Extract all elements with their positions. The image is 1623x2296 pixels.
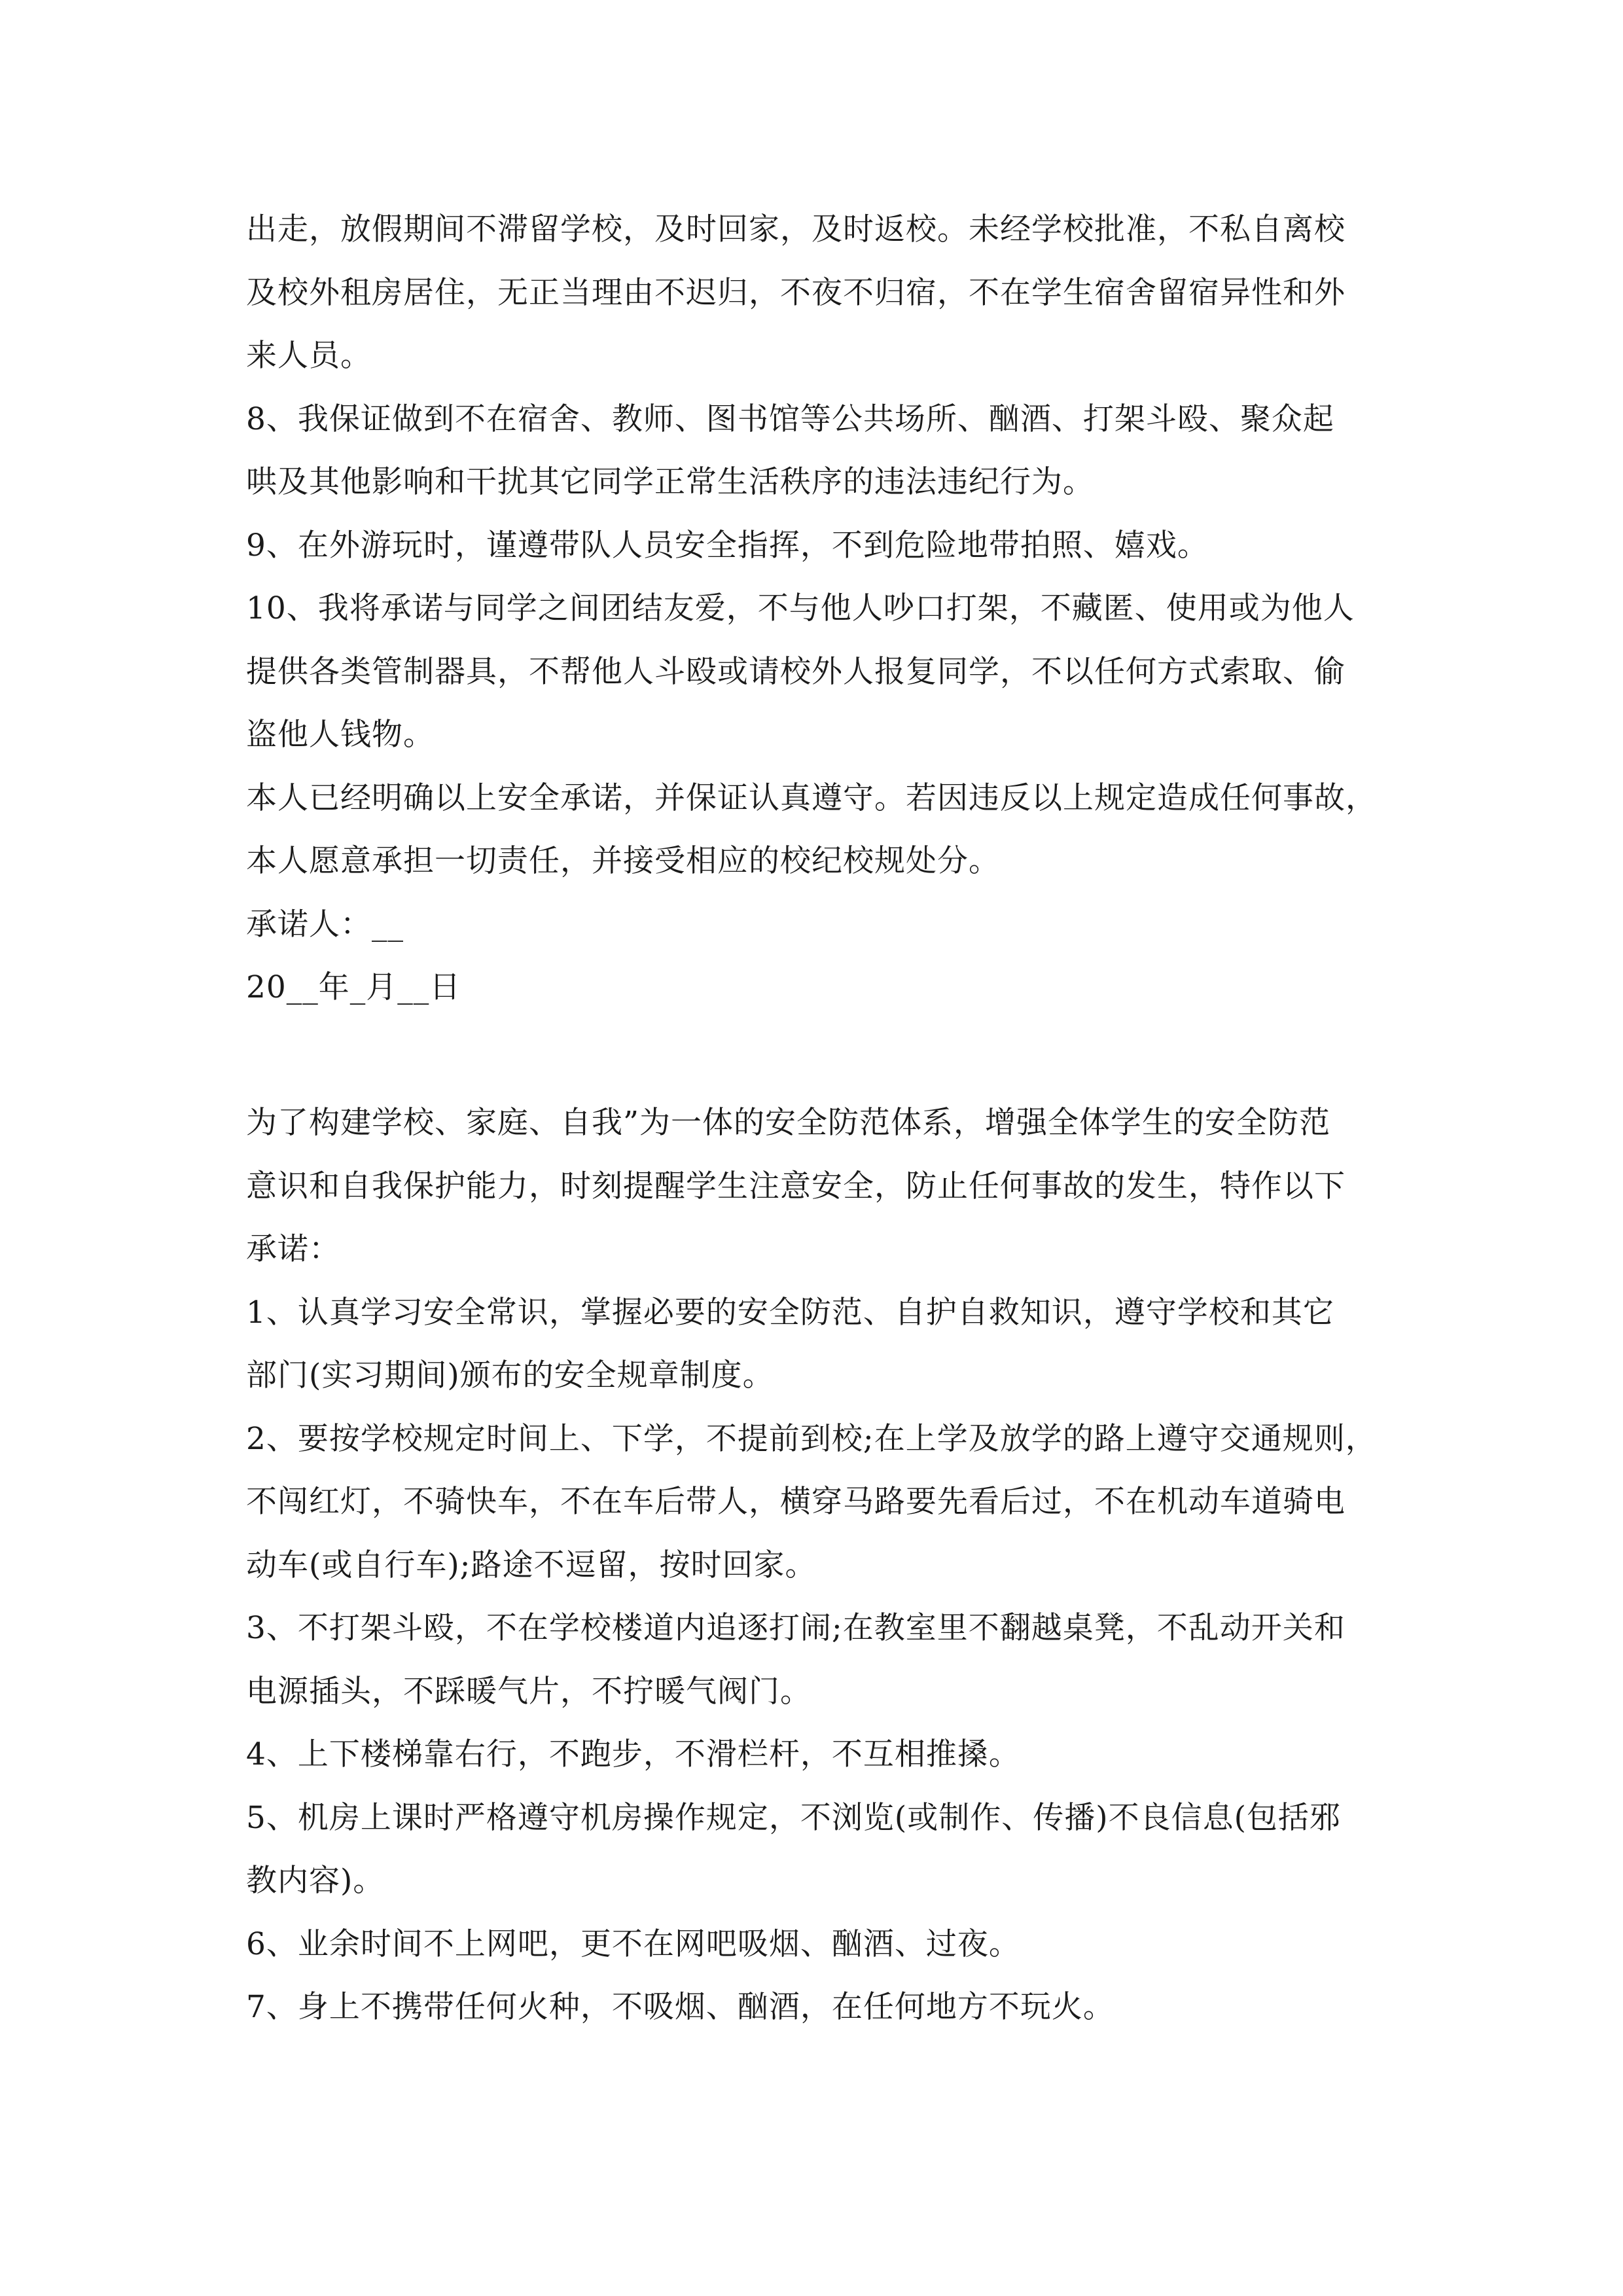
pledge-item-7: 7、身上不携带任何火种，不吸烟、酗酒，在任何地方不玩火。 — [246, 1989, 1115, 2025]
safety-pledge-block — [246, 1092, 1378, 2039]
pledge-item-5: 5、机房上课时严格遵守机房操作规定，不浏览(或制作、传播)不良信息(包括邪 — [246, 1799, 1341, 1836]
text-line: 来人员。 — [246, 338, 372, 374]
text-line: 意识和自我保护能力，时刻提醒学生注意安全，防止任何事故的发生，特作以下 — [246, 1168, 1346, 1204]
text-line: 不闯红灯，不骑快车，不在车后带人，横穿马路要先看后过，不在机动车道骑电 — [246, 1484, 1346, 1520]
pledge-item-10: 10、我将承诺与同学之间团结友爱，不与他人吵口打架，不藏匿、使用或为他人 — [246, 590, 1355, 626]
text-line: 承诺： — [246, 1231, 340, 1267]
pledge-item-1: 1、认真学习安全常识，掌握必要的安全防范、自护自救知识，遵守学校和其它 — [246, 1294, 1334, 1331]
date-line: 20__年_月__日 — [246, 969, 461, 1005]
text-line: 电源插头，不踩暖气片，不拧暖气阀门。 — [246, 1673, 812, 1710]
pledge-item-2: 2、要按学校规定时间上、下学，不提前到校;在上学及放学的路上遵守交通规则， — [246, 1420, 1377, 1457]
pledge-item-4: 4、上下楼梯靠右行，不跑步，不滑栏杆，不互相推搡。 — [246, 1736, 1020, 1772]
pledge-item-3: 3、不打架斗殴，不在学校楼道内追逐打闹;在教室里不翻越桌凳，不乱动开关和 — [246, 1610, 1346, 1646]
closing-statement: 本人已经明确以上安全承诺，并保证认真遵守。若因违反以上规定造成任何事故， — [246, 780, 1377, 816]
text-line: 哄及其他影响和干扰其它同学正常生活秩序的违法违纪行为。 — [246, 464, 1094, 500]
pledge-continuation-block — [246, 198, 1378, 1020]
signatory-line: 承诺人：__ — [246, 906, 404, 942]
text-line: 动车(或自行车);路途不逗留，按时回家。 — [246, 1547, 817, 1583]
text-line: 及校外租房居住，无正当理由不迟归，不夜不归宿，不在学生宿舍留宿异性和外 — [246, 274, 1346, 311]
pledge-item-8: 8、我保证做到不在宿舍、教师、图书馆等公共场所、酗酒、打架斗殴、聚众起 — [246, 401, 1334, 437]
text-line: 部门(实习期间)颁布的安全规章制度。 — [246, 1357, 774, 1393]
intro-line: 为了构建学校、家庭、自我”为一体的安全防范体系，增强全体学生的安全防范 — [246, 1105, 1331, 1141]
text-line: 盗他人钱物。 — [246, 717, 435, 753]
pledge-item-6: 6、业余时间不上网吧，更不在网吧吸烟、酗酒、过夜。 — [246, 1926, 1020, 1962]
text-line: 本人愿意承担一切责任，并接受相应的校纪校规处分。 — [246, 843, 1000, 879]
text-line: 出走，放假期间不滞留学校，及时回家，及时返校。未经学校批准，不私自离校 — [246, 211, 1346, 247]
text-line: 教内容)。 — [246, 1863, 385, 1899]
text-line: 提供各类管制器具，不帮他人斗殴或请校外人报复同学，不以任何方式索取、偷 — [246, 653, 1346, 690]
pledge-item-9: 9、在外游玩时，谨遵带队人员安全指挥，不到危险地带拍照、嬉戏。 — [246, 527, 1209, 564]
